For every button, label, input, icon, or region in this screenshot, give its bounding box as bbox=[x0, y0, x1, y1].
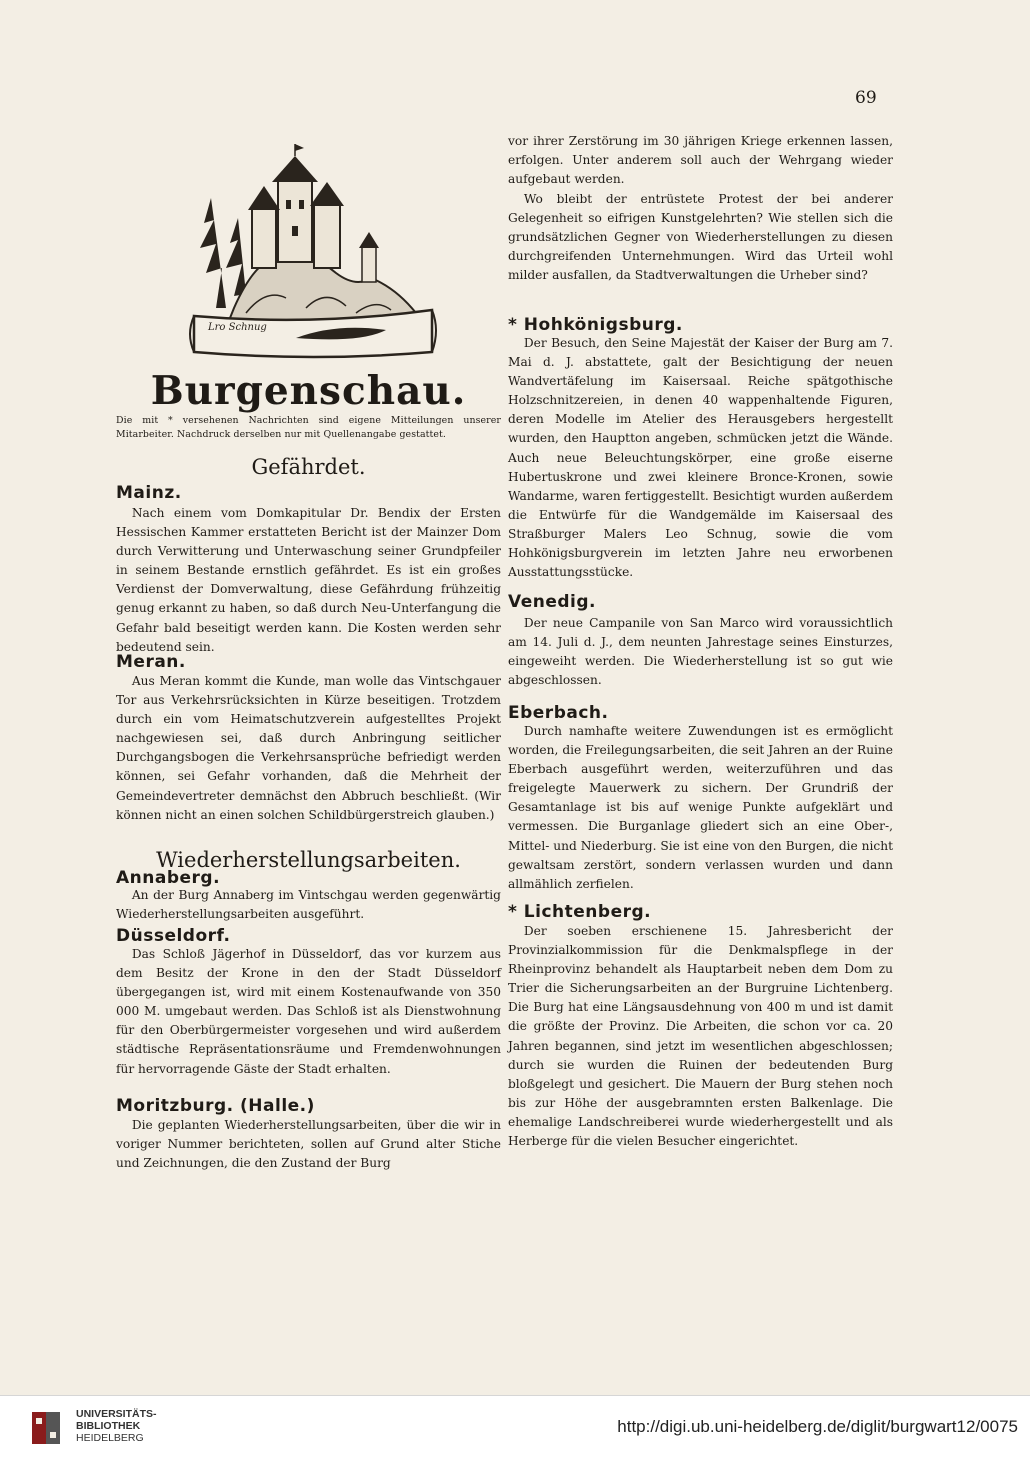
heading-lichtenberg: * Lichtenberg. bbox=[508, 902, 652, 922]
castle-illustration bbox=[186, 138, 441, 378]
masthead-note: Die mit * versehenen Nachrichten sind eigene Mitteilungen unserer Mitarbeiter. Nachdruck derselben nur mit Quellenangabe gestattet. bbox=[116, 415, 501, 440]
library-name bbox=[76, 1408, 157, 1444]
heading-meran: Meran. bbox=[116, 652, 186, 672]
text-meran: Aus Meran kommt die Kunde, man wolle das Vintschgauer Tor aus Verkehrsrücksichten in Kürze beseitigen. Trotzdem durch ein vom Heimatschutzverein aufgestelltes Projekt nachgewiesen sei, daß durch Anbringung seitlicher Durchgangsbogen die Verkehrsansprüche befriedigt werden können, sei Gefahr vorhanden, daß die Mehrheit der Gemeindevertreter demnächst den Abbruch beschließt. (Wir können nicht an einen solchen Schildbürgerstreich glauben.) bbox=[116, 674, 501, 822]
university-logo-icon bbox=[30, 1408, 62, 1448]
heading-moritzburg: Moritzburg. (Halle.) bbox=[116, 1096, 315, 1116]
heading-eberbach: Eberbach. bbox=[508, 703, 609, 723]
text-mainz: Nach einem vom Domkapitular Dr. Bendix der Ersten Hessischen Kammer erstatteten Bericht ist der Mainzer Dom durch Verwitterung und Unterwaschung seiner Grundpfeiler in seinem Bestande ernstlich gefährdet. Es ist ein großes Verdienst der Domverwaltung, diese Gefährdung frühzeitig genug erkannt zu haben, so daß durch Neu-Unterfangung die Gefahr bald beseitigt werden kann. Die Kosten werden sehr bedeutend sein. bbox=[116, 506, 501, 654]
source-url-link[interactable]: http://digi.ub.uni-heidelberg.de/diglit/burgwart12/0075 bbox=[617, 1417, 1018, 1436]
heading-hohkoenigsburg: * Hohkönigsburg. bbox=[508, 315, 683, 335]
text-venedig: Der neue Campanile von San Marco wird voraussichtlich am 14. Juli d. J., dem neunten Jahrestage seines Einsturzes, eingeweiht werden. Die Wiederherstellung ist so gut wie abgeschlossen. bbox=[508, 616, 893, 688]
text-lichtenberg: Der soeben erschienene 15. Jahresbericht der Provinzialkommission für die Denkmalspflege in der Rheinprovinz behandelt als Hauptarbeit neben dem Dom zu Trier die Sicherungsarbeiten an der Burgruine Lichtenberg. Die Burg hat eine Längsausdehnung von 400 m und ist damit die größte der Provinz. Die Arbeiten, die schon vor ca. 20 Jahren begannen, sind jetzt im wesentlichen abgeschlossen; durch sie wurden die Ruinen der bedeutenden Burg bloßgelegt und gesichert. Die Mauern der Burg stehen noch bis zur Höhe der ausgebramnten ersten Balkenlage. Die ehemalige Landschreiberei wurde wiederhergestellt und als Herberge für die vielen Besucher eingerichtet. bbox=[508, 924, 893, 1149]
page-number: 69 bbox=[855, 88, 877, 108]
library-line-2: BIBLIOTHEK bbox=[76, 1420, 141, 1432]
library-line-3: HEIDELBERG bbox=[76, 1432, 144, 1444]
masthead-title: Burgenschau. bbox=[150, 368, 467, 414]
text-continuation: vor ihrer Zerstörung im 30 jährigen Kriege erkennen lassen, erfolgen. Unter anderem soll auch der Wehrgang wieder aufgebaut werden. bbox=[508, 134, 893, 187]
section-title-gefaehrdet: Gefährdet. bbox=[251, 455, 366, 479]
text-hohkoenigsburg: Der Besuch, den Seine Majestät der Kaiser der Burg am 7. Mai d. J. abstattete, galt der Besichtigung der neuen Wandvertäfelung im Kaisersaal. Reiche spätgothische Holzschnitzereien, in denen 40 wappenhaltende Figuren, deren Modelle im Atelier des Herausgebers hergestellt wurden, den Hauptton angeben, schmücken jetzt die Wände. Auch neue Beleuchtungskörper, eine große eiserne Hubertuskrone und zwei kleinere Bronce-Kronen, sowie Wandarme, waren fertiggestellt. Besichtigt wurden außerdem die Entwürfe für die Wandgemälde im Kaisersaal des Straßburger Malers Leo Schnug, sowie die vom Hohkönigsburgverein im letzten Jahre neu erworbenen Ausstattungsstücke. bbox=[508, 336, 893, 580]
text-moritzburg: Die geplanten Wiederherstellungsarbeiten, über die wir in voriger Nummer berichteten, sollen auf Grund alter Stiche und Zeichnungen, die den Zustand der Burg bbox=[116, 1118, 501, 1171]
text-eberbach: Durch namhafte weitere Zuwendungen ist es ermöglicht worden, die Freilegungsarbeiten, die seit Jahren an der Ruine Eberbach ausgeführt werden, weiterzuführen und das freigelegte Mauerwerk zu sichern. Der Grundriß der Gesamtanlage ist bis auf wenige Punkte aufgeklärt und vermessen. Die Burganlage gliedert sich an eine Ober-, Mittel- und Niederburg. Sie ist eine von den Burgen, die nicht gewaltsam zerstört, sondern verlassen wurden und dann allmählich zerfielen. bbox=[508, 724, 893, 891]
heading-mainz: Mainz. bbox=[116, 483, 182, 503]
heading-duesseldorf: Düsseldorf. bbox=[116, 926, 231, 946]
heading-venedig: Venedig. bbox=[508, 592, 597, 612]
text-protest: Wo bleibt der entrüstete Protest der bei anderer Gelegenheit so eifrigen Kunstgelehrten? Wie stellen sich die grundsätzlichen Gegner von Wiederherstellungen zu diesen durchgreifenden Unternehmungen. Wird das Urteil wohl milder ausfallen, da Stadtverwaltungen die Urheber sind? bbox=[508, 192, 893, 283]
footer-bar bbox=[0, 1395, 1030, 1463]
library-line-1: UNIVERSITÄTS- bbox=[76, 1408, 157, 1420]
svg-text:Lro Schnug: Lro Schnug bbox=[208, 322, 267, 333]
section-title-wiederherstellung: Wiederherstellungsarbeiten. bbox=[156, 848, 461, 872]
text-duesseldorf: Das Schloß Jägerhof in Düsseldorf, das vor kurzem aus dem Besitz der Krone in den der Stadt Düsseldorf übergegangen ist, wird mit einem Kostenaufwande von 350 000 M. umgebaut werden. Das Schloß ist als Dienstwohnung für den Oberbürgermeister vorgesehen und wird außerdem städtische Repräsentationsräume und Fremdenwohnungen für hervorragende Gäste der Stadt erhalten. bbox=[116, 947, 501, 1076]
heading-annaberg: Annaberg. bbox=[116, 868, 221, 888]
text-annaberg: An der Burg Annaberg im Vintschgau werden gegenwärtig Wiederherstellungsarbeiten ausgeführt. bbox=[116, 888, 501, 922]
